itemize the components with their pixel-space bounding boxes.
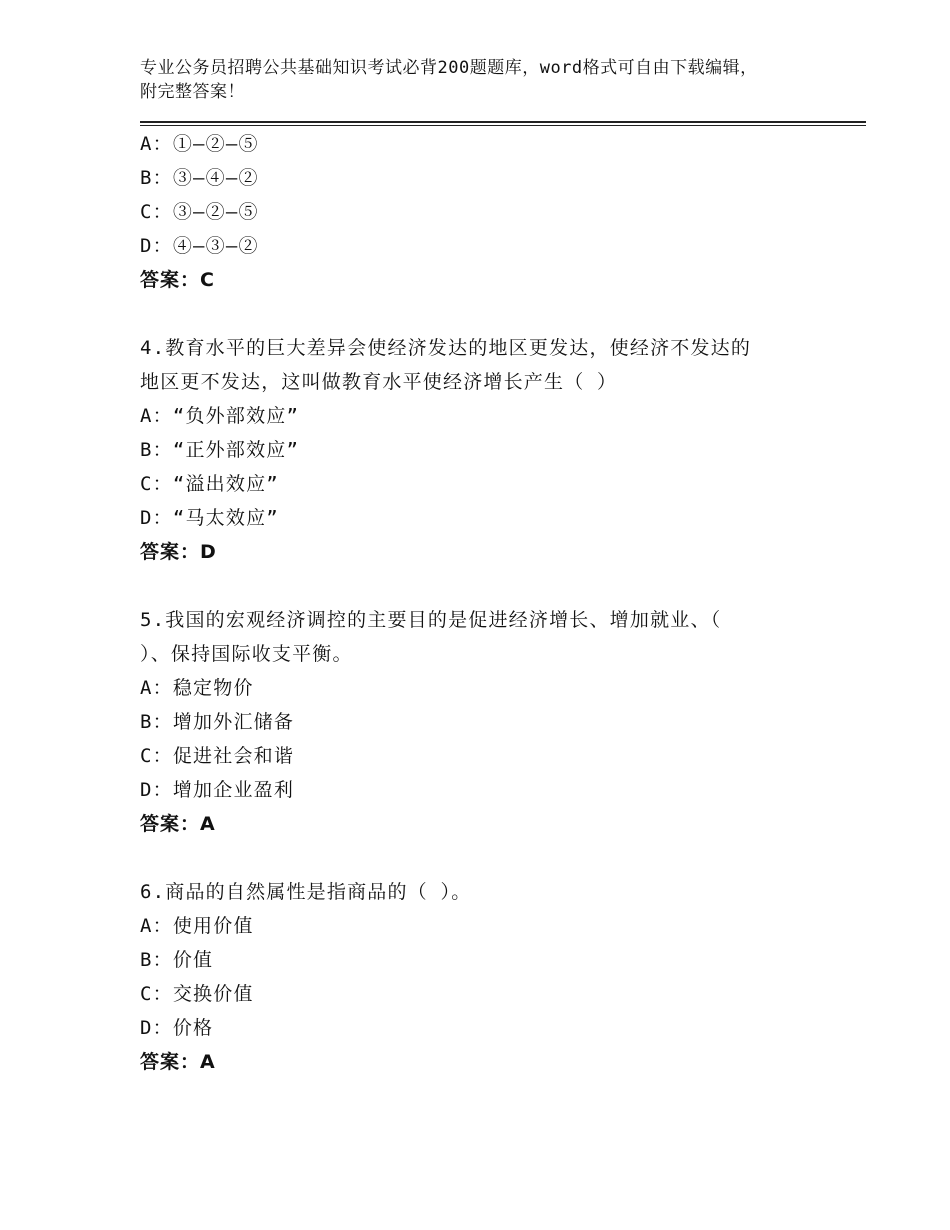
option-b: B：③—④—② <box>140 167 259 189</box>
question-stem: 4.教育水平的巨大差异会使经济发达的地区更发达，使经济不发达的 <box>140 337 752 359</box>
option-b: B：增加外汇储备 <box>140 711 295 733</box>
option-a: A：使用价值 <box>140 915 254 937</box>
header-divider-thick <box>140 121 866 123</box>
option-a: A：稳定物价 <box>140 677 254 699</box>
question-stem: 6.商品的自然属性是指商品的（ ）。 <box>140 881 472 903</box>
header-line-2: 附完整答案！ <box>140 82 245 102</box>
spacer <box>140 297 840 331</box>
header-divider-thin <box>140 125 866 126</box>
option-a: A：“负外部效应” <box>140 405 300 427</box>
option-c: C：交换价值 <box>140 983 254 1005</box>
spacer <box>140 841 840 875</box>
answer-line: 答案：C <box>140 269 215 291</box>
answer-line: 答案：A <box>140 1051 216 1073</box>
header-line-1: 专业公务员招聘公共基础知识考试必背200题题库，word格式可自由下载编辑， <box>140 58 758 78</box>
question-6 <box>140 875 840 1079</box>
option-c: C：促进社会和谐 <box>140 745 295 767</box>
question-stem: 5.我国的宏观经济调控的主要目的是促进经济增长、增加就业、（ <box>140 609 722 631</box>
option-c: C：“溢出效应” <box>140 473 279 495</box>
option-d: D：④—③—② <box>140 235 259 257</box>
question-list <box>140 127 840 1079</box>
option-d: D：增加企业盈利 <box>140 779 295 801</box>
question-3 <box>140 127 840 297</box>
answer-line: 答案：D <box>140 541 217 563</box>
spacer <box>140 569 840 603</box>
page-header <box>140 56 830 104</box>
answer-line: 答案：A <box>140 813 216 835</box>
option-c: C：③—②—⑤ <box>140 201 259 223</box>
question-5 <box>140 603 840 841</box>
option-a: A：①—②—⑤ <box>140 133 259 155</box>
option-b: B：价值 <box>140 949 214 971</box>
question-4 <box>140 331 840 569</box>
option-d: D：价格 <box>140 1017 214 1039</box>
option-d: D：“马太效应” <box>140 507 279 529</box>
question-stem-cont: ）、保持国际收支平衡。 <box>140 643 353 665</box>
question-stem-cont: 地区更不发达，这叫做教育水平使经济增长产生（ ） <box>140 371 618 393</box>
option-b: B：“正外部效应” <box>140 439 300 461</box>
